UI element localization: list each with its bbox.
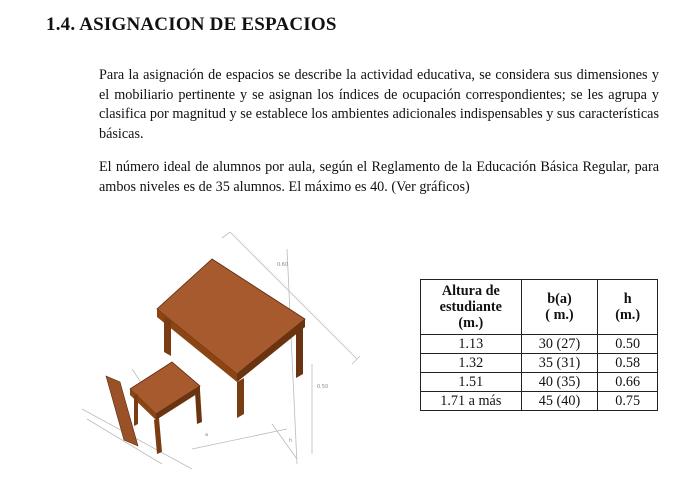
header-student-height: Altura de estudiante (m.)	[421, 280, 522, 335]
cell-h: 0.66	[598, 373, 658, 392]
table-header-row	[421, 280, 658, 335]
cell-b: 45 (40)	[521, 392, 598, 411]
cell-height: 1.32	[421, 354, 522, 373]
table-row	[421, 392, 658, 411]
dim-label-h: h	[289, 438, 293, 444]
section-heading: 1.4. ASIGNACION DE ESPACIOS	[46, 14, 337, 35]
cell-h: 0.75	[598, 392, 658, 411]
cell-height: 1.13	[421, 335, 522, 354]
header-b-a: b(a) ( m.)	[521, 280, 598, 335]
dim-label-side: 0.50	[317, 384, 329, 390]
cell-h: 0.50	[598, 335, 658, 354]
cell-b: 35 (31)	[521, 354, 598, 373]
cell-height: 1.71 a más	[421, 392, 522, 411]
table-row	[421, 335, 658, 354]
cell-h: 0.58	[598, 354, 658, 373]
cell-height: 1.51	[421, 373, 522, 392]
cell-b: 40 (35)	[521, 373, 598, 392]
header-h: h (m.)	[598, 280, 658, 335]
dim-label-top: 0.60	[277, 262, 289, 268]
table-row	[421, 354, 658, 373]
paragraph-students-per-classroom: El número ideal de alumnos por aula, según el Reglamento de la Educación Básica Regular, para ambos niveles es de 35 alumnos. El máximo es 40. (Ver gráficos)	[99, 159, 659, 195]
student-dimensions-table	[420, 279, 658, 411]
table-row	[421, 373, 658, 392]
dim-label-a: a	[205, 432, 209, 438]
cell-b: 30 (27)	[521, 335, 598, 354]
desk-chair-illustration	[72, 224, 372, 474]
chair	[106, 362, 202, 454]
paragraph-space-assignment: Para la asignación de espacios se describe la actividad educativa, se considera sus dimensiones y el mobiliario pertinente y se asignan los índices de ocupación correspondientes; se les agrupa y clasifica por magnitud y se establece los ambientes adicionales indispensables y sus características básicas.	[99, 67, 659, 142]
